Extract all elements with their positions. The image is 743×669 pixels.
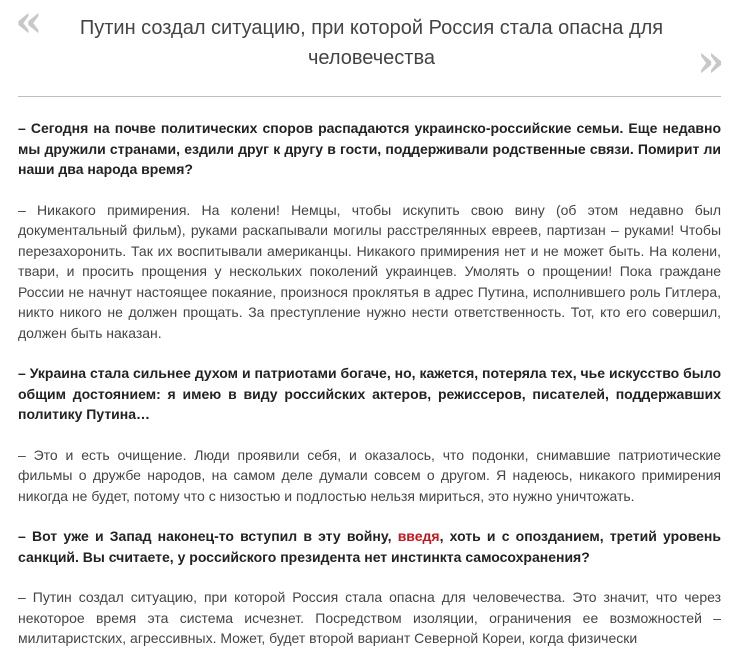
answer-paragraph: – Никакого примирения. На колени! Немцы, чтобы искупить свою вину (об этом недавно был документальный фильм), руками раскапывали могилы расстрелянных евреев, партизан – руками! Чтобы перезахоронить. Так их воспитывали американцы. Никакого примирения нет и не может быть. На колени, твари, и просить прощения у нескольких поколений украинцев. Умолять о прощении! Пока граждане России не начнут настоящее покаяние, произнося проклятья в адрес Путина, исполнившего роль Гитлера, никто никого не должен прощать. За преступление нужно нести ответственность. Тот, кто его совершил, должен быть наказан. xyxy=(18,201,721,341)
divider xyxy=(18,96,721,97)
question-paragraph: – Сегодня на почве политических споров распадаются украинско-российские семьи. Еще недавно мы дружили странами, ездили друг к другу в гости, поддерживали родственные связи. Помирит ли наши два народа время? xyxy=(18,120,721,177)
question-text: – Вот уже и Запад наконец-то вступил в эту войну, xyxy=(18,528,398,544)
pullquote-text: Путин создал ситуацию, при которой Россия стала опасна для человечества xyxy=(79,17,664,69)
open-quote-icon: « xyxy=(15,0,43,47)
close-quote-icon: » xyxy=(697,36,725,87)
article-link[interactable]: введя xyxy=(397,528,440,544)
question-paragraph xyxy=(18,526,721,567)
article-body xyxy=(18,118,721,669)
question-paragraph: – Украина стала сильнее духом и патриотами богаче, но, кажется, потеряла тех, чье искусство было общим достоянием: я имею в виду российских актеров, режиссеров, писателей, поддержавших политику Путина… xyxy=(18,365,721,422)
question-text: , хоть и с опозданием, третий уровень санкций. Вы считаете, у российского президента нет инстинкта самосохранения? xyxy=(18,528,721,565)
answer-paragraph: – Это и есть очищение. Люди проявили себя, и оказалось, что подонки, снимавшие патриотические фильмы о дружбе народов, на самом деле думали совсем о другом. Я надеюсь, никакого примирения никогда не будет, потому что с низостью и подлостью нельзя мириться, это нужно уничтожать. xyxy=(18,446,721,504)
pullquote xyxy=(0,0,743,96)
answer-paragraph: – Путин создал ситуацию, при которой Россия стала опасна для человечества. Это значит, что через некоторое время эта система исчезнет. Посредством изоляции, ограничения ее возможностей – милитаристских, агрессивных. Может, будет второй вариант Северной Кореи, когда физически xyxy=(18,589,721,646)
